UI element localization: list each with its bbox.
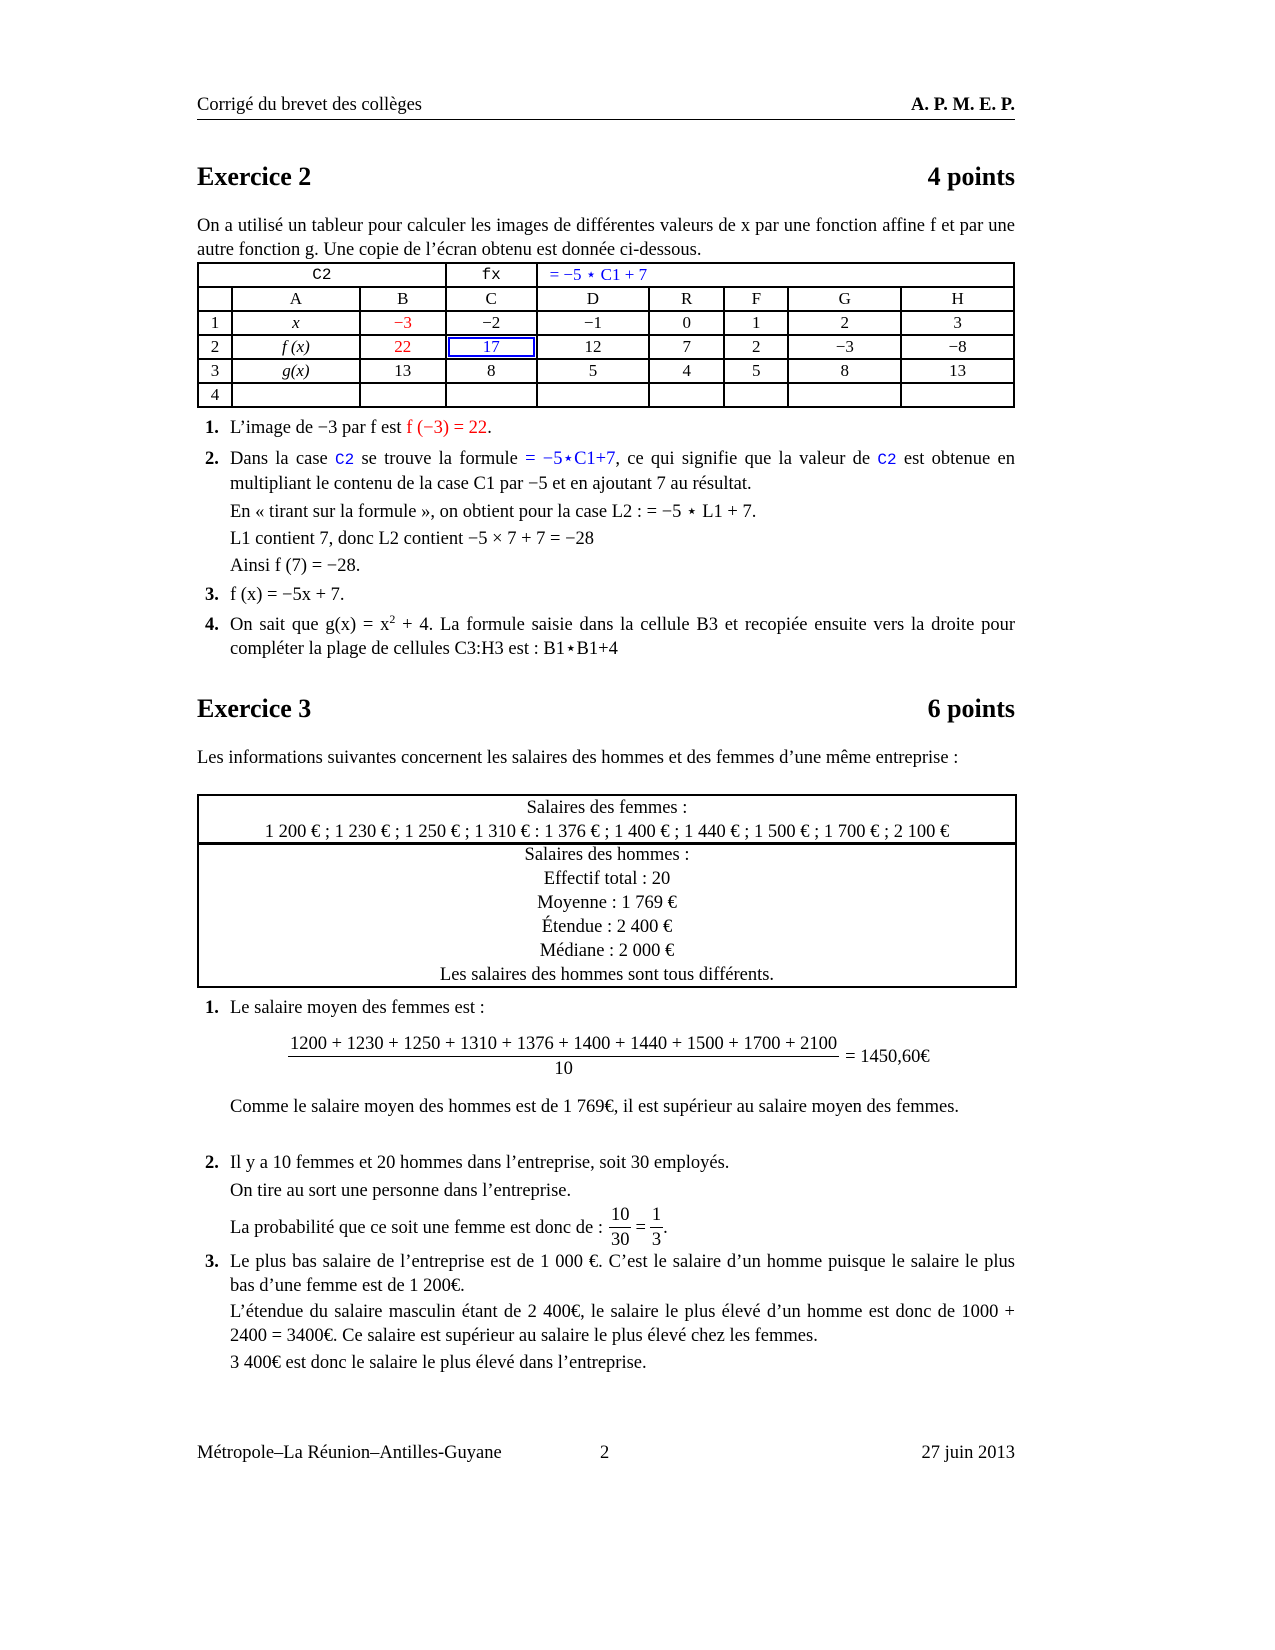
numerator: 1 <box>650 1203 663 1228</box>
men-salary-line: Effectif total : 20 <box>543 869 671 889</box>
box-title: Salaires des femmes : <box>526 798 688 818</box>
sheet-cell[interactable]: −8 <box>901 335 1014 359</box>
exercise-title: Exercice 3 <box>197 694 312 723</box>
text: L’étendue du salaire masculin étant de 2 400€, le salaire le plus élevé d’un homme est donc de 1000 + 2400 = 3400€. Ce salaire est supérieur au salaire le plus élevé chez les femmes. <box>230 1302 1015 1346</box>
sheet-cell[interactable]: −1 <box>537 311 650 335</box>
men-salaries-box <box>197 843 1017 988</box>
equals: = <box>635 1217 646 1238</box>
sheet-cell[interactable]: 0 <box>649 311 724 335</box>
text: Comme le salaire moyen des hommes est de 1 769€, il est supérieur au salaire moyen des femmes. <box>230 1097 960 1117</box>
sheet-cell[interactable] <box>901 383 1014 407</box>
text: , ce qui signifie que la valeur de <box>615 449 878 469</box>
text: est obtenue en multipliant le contenu de la case C1 par −5 et en ajoutant 7 au résultat. <box>230 449 1015 494</box>
text: La probabilité que ce soit une femme est donc de : <box>230 1217 603 1238</box>
sheet-cell[interactable]: 7 <box>649 335 724 359</box>
sheet-cell[interactable]: f (x) <box>232 335 360 359</box>
column-header: A <box>232 287 360 311</box>
question-number: 3. <box>205 585 219 605</box>
column-header: G <box>788 287 901 311</box>
row-header: 1 <box>198 311 232 335</box>
sheet-cell[interactable]: 1 <box>724 311 788 335</box>
sheet-cell[interactable]: 2 <box>788 311 901 335</box>
formula-content: = −5 ⋆ C1 + 7 <box>537 263 1014 287</box>
ex2-question-4 <box>205 611 1015 661</box>
sheet-cell[interactable]: x <box>232 311 360 335</box>
exercise-3-intro: Les informations suivantes concernent les salaires des hommes et des femmes d’une même entreprise : <box>197 748 959 768</box>
footer-date: 27 juin 2013 <box>921 1443 1015 1463</box>
men-salary-line: Moyenne : 1 769 € <box>537 893 677 913</box>
men-salary-line: Les salaires des hommes sont tous différents. <box>439 965 775 985</box>
sheet-row <box>198 359 1014 383</box>
text: En « tirant sur la formule », on obtient pour la case L2 : = −5 ⋆ L1 + 7. <box>230 502 757 522</box>
column-header: F <box>724 287 788 311</box>
fraction <box>650 1203 663 1252</box>
text: . <box>663 1217 668 1238</box>
men-salary-line: Salaires des hommes : <box>524 845 690 865</box>
sheet-cell[interactable]: −3 <box>360 311 446 335</box>
text: 3 400€ est donc le salaire le plus élevé dans l’entreprise. <box>230 1353 647 1373</box>
sheet-cell[interactable] <box>360 383 446 407</box>
sheet-cell[interactable] <box>232 383 360 407</box>
ex3-question-2 <box>205 1151 1015 1252</box>
cell-ref: C2 <box>335 451 355 469</box>
sheet-cell[interactable]: 8 <box>446 359 537 383</box>
column-header <box>198 287 232 311</box>
result: = 1450,60€ <box>845 1046 930 1067</box>
ex3-question-1 <box>205 996 1015 1119</box>
sheet-row <box>198 383 1014 407</box>
spreadsheet-table <box>197 262 1015 408</box>
sheet-cell[interactable]: 13 <box>360 359 446 383</box>
sheet-cell[interactable]: 5 <box>724 359 788 383</box>
ex2-question-1 <box>205 416 1015 440</box>
sheet-cell[interactable]: 12 <box>537 335 650 359</box>
exponent: 2 <box>389 611 396 626</box>
sheet-cell[interactable]: 5 <box>537 359 650 383</box>
highlighted-answer: f (−3) = 22 <box>406 418 488 438</box>
exercise-title: Exercice 2 <box>197 162 312 191</box>
formula-bar <box>198 263 1014 287</box>
denominator: 30 <box>610 1230 630 1250</box>
men-salary-line: Médiane : 2 000 € <box>539 941 675 961</box>
numerator: 10 <box>609 1203 632 1228</box>
cell-reference: C2 <box>198 263 446 287</box>
ex3-question-3 <box>205 1250 1015 1375</box>
column-header: B <box>360 287 446 311</box>
denominator: 10 <box>554 1059 573 1079</box>
text: Le plus bas salaire de l’entreprise est de 1 000 €. C’est le salaire d’un homme puisque le salaire le plus bas d’une femme est de 1 200€. <box>230 1252 1015 1296</box>
header-right: A. P. M. E. P. <box>911 95 1015 115</box>
row-header: 3 <box>198 359 232 383</box>
sheet-cell[interactable]: g(x) <box>232 359 360 383</box>
exercise-2-heading <box>197 162 1015 191</box>
fx-label: fx <box>446 263 537 287</box>
ex2-question-3 <box>205 583 1015 607</box>
text: Ainsi f (7) = −28. <box>230 556 361 576</box>
column-header: C <box>446 287 537 311</box>
column-header: R <box>649 287 724 311</box>
text: Il y a 10 femmes et 20 hommes dans l’entreprise, soit 30 employés. <box>230 1153 730 1173</box>
fraction <box>288 1032 839 1081</box>
text: Dans la case <box>230 449 335 469</box>
sheet-cell[interactable]: 2 <box>724 335 788 359</box>
sheet-cell[interactable] <box>446 383 537 407</box>
text: se trouve la formule <box>354 449 526 469</box>
sheet-cell[interactable] <box>649 383 724 407</box>
question-number: 1. <box>205 998 219 1018</box>
ex2-question-2 <box>205 447 1015 578</box>
page-header <box>197 93 1015 120</box>
footer-left: Métropole–La Réunion–Antilles-Guyane <box>197 1443 502 1463</box>
formula: = −5⋆C1+7 <box>525 449 616 469</box>
sheet-row <box>198 311 1014 335</box>
exercise-2-intro: On a utilisé un tableur pour calculer les images de différentes valeurs de x par une fonction affine f et par une autre fonction g. Une copie de l’écran obtenu est donnée ci-dessous. <box>197 216 1015 260</box>
column-header: H <box>901 287 1014 311</box>
question-number: 4. <box>205 615 219 635</box>
men-salary-line: Étendue : 2 400 € <box>541 917 673 937</box>
sheet-cell[interactable]: 17 <box>446 335 537 359</box>
mean-formula <box>288 1032 1015 1081</box>
text: f (x) = −5x + 7. <box>230 585 345 605</box>
question-number: 2. <box>205 449 219 469</box>
question-number: 1. <box>205 418 219 438</box>
text: Le salaire moyen des femmes est : <box>230 998 485 1018</box>
sheet-cell[interactable] <box>537 383 650 407</box>
sheet-cell[interactable]: 4 <box>649 359 724 383</box>
sheet-cell[interactable]: 22 <box>360 335 446 359</box>
sheet-cell[interactable]: 3 <box>901 311 1014 335</box>
text: L1 contient 7, donc L2 contient −5 × 7 + 7 = −28 <box>230 529 595 549</box>
text: On tire au sort une personne dans l’entreprise. <box>230 1181 572 1201</box>
exercise-points: 4 points <box>927 162 1015 191</box>
sheet-cell[interactable] <box>788 383 901 407</box>
text: On sait que g(x) = x <box>230 615 390 635</box>
women-salaries-list: 1 200 € ; 1 230 € ; 1 250 € ; 1 310 € : 1 376 € ; 1 400 € ; 1 440 € ; 1 500 € ; 1 700 € ; 2 100 € <box>264 822 950 842</box>
fraction <box>609 1203 632 1252</box>
sheet-cell[interactable]: 13 <box>901 359 1014 383</box>
page-number: 2 <box>600 1443 610 1463</box>
sheet-cell[interactable]: −2 <box>446 311 537 335</box>
numerator: 1200 + 1230 + 1250 + 1310 + 1376 + 1400 + 1440 + 1500 + 1700 + 2100 <box>288 1032 839 1057</box>
cell-ref: C2 <box>877 451 897 469</box>
row-header: 4 <box>198 383 232 407</box>
header-left: Corrigé du brevet des collèges <box>197 95 423 115</box>
exercise-3-heading <box>197 694 1015 723</box>
question-number: 3. <box>205 1252 219 1272</box>
question-number: 2. <box>205 1153 219 1173</box>
column-header: D <box>537 287 650 311</box>
column-headers <box>198 287 1014 311</box>
probability-line <box>230 1203 1015 1252</box>
exercise-points: 6 points <box>927 694 1015 723</box>
text: L’image de −3 par f est <box>230 418 407 438</box>
text: + 4. La formule saisie dans la cellule B3 et recopiée ensuite vers la droite pour compléter la plage de cellules C3:H3 est : B1⋆B1+4 <box>230 615 1015 659</box>
sheet-row <box>198 335 1014 359</box>
denominator: 3 <box>651 1230 662 1250</box>
sheet-cell[interactable]: −3 <box>788 335 901 359</box>
text: . <box>487 418 492 438</box>
sheet-cell[interactable]: 8 <box>788 359 901 383</box>
row-header: 2 <box>198 335 232 359</box>
sheet-cell[interactable] <box>724 383 788 407</box>
women-salaries-box <box>197 794 1017 845</box>
